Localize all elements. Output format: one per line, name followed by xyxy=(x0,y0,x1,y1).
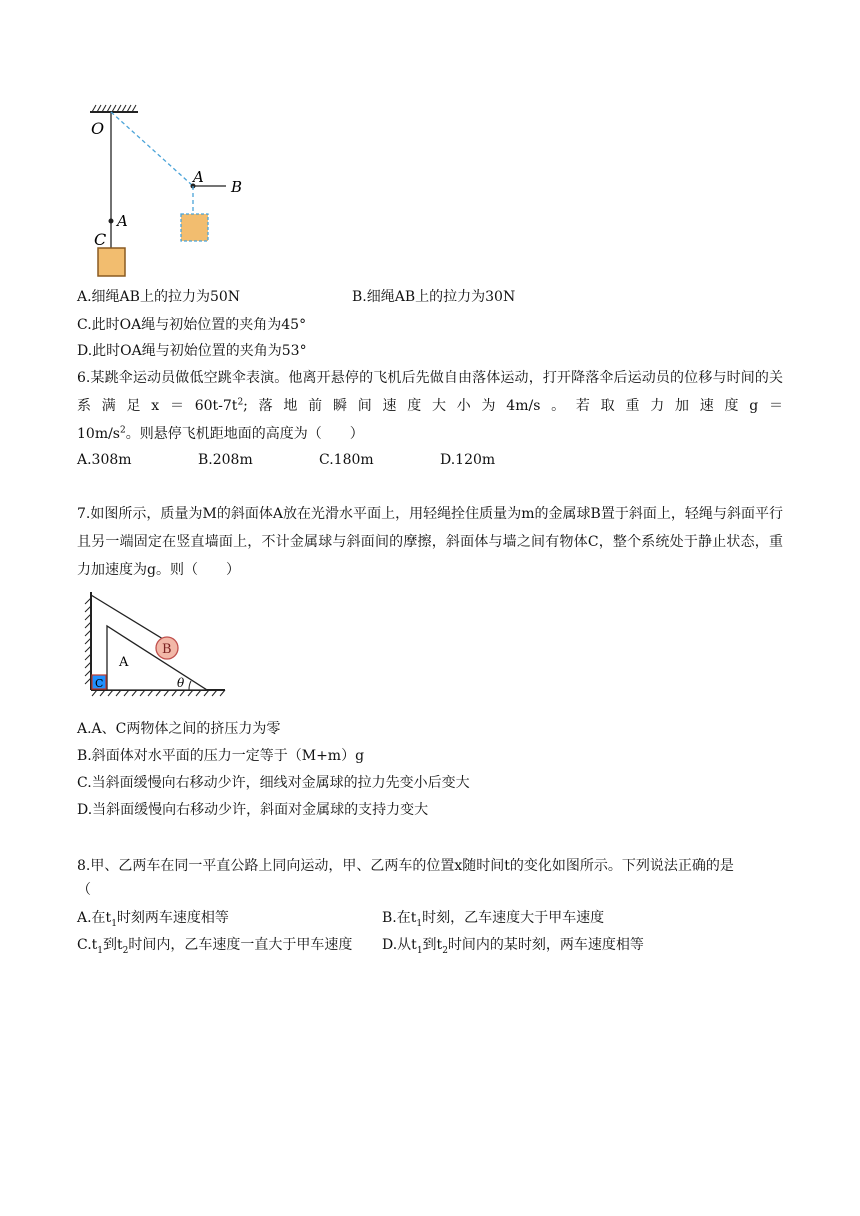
q6-stem: 6.某跳伞运动员做低空跳伞表演。他离开悬停的飞机后先做自由落体运动，打开降落伞后运动员的位移与时间的关系满足$x=60t-7t^2$;落地前瞬间速度大小为4m/s。若取重力加速度$g=10m/s^2$。则悬停飞机距地面的高度为（ ） xyxy=(77,370,783,442)
rope-q7 xyxy=(91,595,163,639)
figure-q5 xyxy=(80,100,260,285)
q8-option-b[interactable]: B.在$t_1$时刻，乙车速度大于甲车速度 xyxy=(382,910,605,929)
rope-oa-dashed xyxy=(111,112,193,186)
q6-option-a[interactable]: A.308m xyxy=(77,452,132,468)
box-moved xyxy=(181,214,208,241)
q5-option-a[interactable]: A.细绳AB上的拉力为50N xyxy=(77,289,241,305)
q5-option-d[interactable]: D.此时OA绳与初始位置的夹角为53° xyxy=(77,343,307,359)
q5-option-c[interactable]: C.此时OA绳与初始位置的夹角为45° xyxy=(77,317,307,333)
label-c: C xyxy=(94,230,107,249)
label-c-block: C xyxy=(95,677,104,690)
q6-option-b[interactable]: B.208m xyxy=(198,452,253,468)
label-a-hang: A xyxy=(117,212,128,230)
label-o: O xyxy=(91,119,105,138)
q6-option-d[interactable]: D.120m xyxy=(440,452,496,468)
q8-option-d[interactable]: D.从$t_1$到$t_2$时间内的某时刻，两车速度相等 xyxy=(382,937,644,956)
label-theta: θ xyxy=(177,676,185,690)
q6-option-c[interactable]: C.180m xyxy=(319,452,374,468)
q7-stem: 7.如图所示，质量为M的斜面体A放在光滑水平面上，用轻绳拴住质量为m的金属球B置于斜面上，轻绳与斜面平行且另一端固定在竖直墙面上，不计金属球与斜面间的摩擦，斜面体与墙之间有物体C，整个系统处于静止状态，重力加速度为g。则（ ） xyxy=(77,506,783,578)
q7-option-d[interactable]: D.当斜面缓慢向右移动少许，斜面对金属球的支持力变大 xyxy=(77,802,429,818)
q8-option-c[interactable]: $C.t_1$到$t_2$时间内，乙车速度一直大于甲车速度 xyxy=(77,937,353,956)
q7-option-b[interactable]: B.斜面体对水平面的压力一定等于（M+m）g xyxy=(77,748,365,764)
label-b-ball: B xyxy=(162,642,172,657)
q8-option-a[interactable]: A.在$t_1$时刻两车速度相等 xyxy=(77,910,229,929)
q5-option-b[interactable]: B.细绳AB上的拉力为30N xyxy=(352,289,516,305)
q7-option-a[interactable]: A.A、C两物体之间的挤压力为零 xyxy=(77,721,281,737)
label-a-wedge: A xyxy=(119,655,129,670)
q7-option-c[interactable]: C.当斜面缓慢向右移动少许，细线对金属球的拉力先变小后变大 xyxy=(77,775,470,791)
figure-q7 xyxy=(83,590,233,702)
q8-stem-tail: （ xyxy=(77,882,91,898)
label-a-moved: A xyxy=(193,168,204,186)
box-hanging xyxy=(98,248,125,276)
label-b: B xyxy=(231,178,243,196)
q8-stem: 8.甲、乙两车在同一平直公路上同向运动，甲、乙两车的位置x随时间t的变化如图所示。下列说法正确的是 xyxy=(77,858,734,874)
point-a-hang xyxy=(109,219,114,224)
